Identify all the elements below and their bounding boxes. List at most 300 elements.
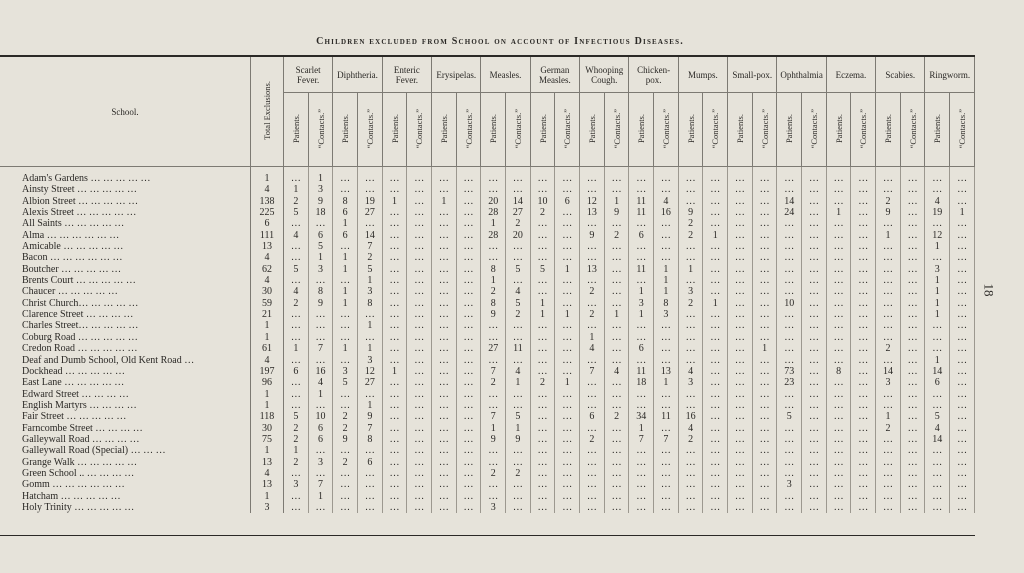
patients-cell: 3 [678, 286, 703, 297]
contacts-cell: … [407, 389, 432, 400]
table-body [0, 167, 975, 514]
contacts-cell: … [604, 423, 629, 434]
total-exclusions: 1 [251, 389, 284, 400]
patients-cell: … [678, 502, 703, 513]
patients-cell: 4 [284, 230, 309, 241]
contacts-cell: … [851, 355, 876, 366]
patients-cell: … [777, 355, 802, 366]
patients-cell: 8 [826, 366, 851, 377]
contacts-cell: … [604, 445, 629, 456]
patients-cell: … [382, 298, 407, 309]
patients-cell: … [432, 218, 457, 229]
patients-cell: … [728, 423, 753, 434]
patients-cell: 18 [629, 377, 654, 388]
patients-cell: … [629, 332, 654, 343]
contacts-cell: … [703, 457, 728, 468]
contacts-cell: … [654, 457, 679, 468]
patients-cell: … [777, 264, 802, 275]
contacts-subheader [752, 93, 777, 167]
patients-cell: … [777, 241, 802, 252]
patients-cell: … [777, 502, 802, 513]
contacts-cell: … [851, 343, 876, 354]
patients-cell: … [876, 309, 901, 320]
patients-cell: … [284, 309, 309, 320]
contacts-cell: … [555, 468, 580, 479]
contacts-cell: 1 [358, 320, 383, 331]
contacts-cell: … [900, 309, 925, 320]
contacts-cell: … [456, 264, 481, 275]
contacts-cell: … [900, 389, 925, 400]
disease-header: German Measles. [530, 57, 579, 93]
patients-cell: … [284, 491, 309, 502]
patients-cell: 2 [530, 377, 555, 388]
disease-header-row [0, 57, 975, 93]
patients-cell: … [284, 218, 309, 229]
table-row [0, 218, 975, 229]
contacts-cell: 1 [358, 400, 383, 411]
patients-subheader [580, 93, 605, 167]
contacts-cell: 1 [654, 275, 679, 286]
patients-cell: … [530, 343, 555, 354]
patients-cell: … [777, 252, 802, 263]
table-row [0, 264, 975, 275]
contacts-cell: … [654, 355, 679, 366]
patients-cell: … [876, 173, 901, 184]
contacts-cell: … [407, 264, 432, 275]
disease-header: Measles. [481, 57, 530, 93]
contacts-cell: … [456, 445, 481, 456]
patients-cell: … [530, 468, 555, 479]
contacts-cell: … [802, 252, 827, 263]
contacts-cell: … [506, 389, 531, 400]
contacts-cell: … [407, 173, 432, 184]
patients-cell: 2 [333, 423, 358, 434]
contacts-cell: 9 [308, 298, 333, 309]
contacts-cell: … [752, 457, 777, 468]
patients-cell: … [432, 502, 457, 513]
contacts-cell: … [555, 400, 580, 411]
patients-cell: 2 [580, 309, 605, 320]
contacts-cell: … [703, 252, 728, 263]
contacts-cell: … [851, 423, 876, 434]
contacts-cell: 6 [308, 230, 333, 241]
patients-subheader [629, 93, 654, 167]
contacts-label: “Contacts.” [364, 108, 375, 149]
patients-label: Patients. [340, 113, 351, 144]
contacts-cell: … [654, 218, 679, 229]
contacts-cell: … [802, 275, 827, 286]
patients-cell: … [432, 173, 457, 184]
patients-cell: … [530, 491, 555, 502]
contacts-cell: … [851, 445, 876, 456]
patients-subheader [728, 93, 753, 167]
contacts-cell: … [752, 366, 777, 377]
patients-cell: … [580, 252, 605, 263]
total-exclusions: 111 [251, 230, 284, 241]
patients-cell: … [432, 491, 457, 502]
contacts-cell: … [604, 264, 629, 275]
contacts-cell: … [802, 377, 827, 388]
contacts-cell: … [752, 389, 777, 400]
patients-cell: … [925, 468, 950, 479]
total-exclusions: 6 [251, 218, 284, 229]
contacts-cell: … [802, 343, 827, 354]
disease-header: Scabies. [876, 57, 925, 93]
contacts-cell: … [950, 343, 975, 354]
patients-cell: … [530, 502, 555, 513]
table-row [0, 423, 975, 434]
total-exclusions: 59 [251, 298, 284, 309]
contacts-cell: 3 [308, 184, 333, 195]
total-exclusions: 118 [251, 411, 284, 422]
patients-cell: … [629, 468, 654, 479]
contacts-label: “Contacts.” [315, 108, 326, 149]
contacts-label: “Contacts.” [512, 108, 523, 149]
contacts-cell: … [555, 252, 580, 263]
contacts-cell: … [604, 343, 629, 354]
contacts-cell: … [851, 366, 876, 377]
contacts-subheader [604, 93, 629, 167]
patients-cell: 6 [333, 207, 358, 218]
disease-header: Eczema. [826, 57, 875, 93]
patients-cell: … [678, 332, 703, 343]
patients-label: Patients. [685, 113, 696, 144]
patients-cell: 73 [777, 366, 802, 377]
contacts-cell: … [900, 479, 925, 490]
contacts-cell: … [851, 196, 876, 207]
patients-cell: 3 [925, 264, 950, 275]
patients-cell: 14 [777, 196, 802, 207]
contacts-cell: … [802, 457, 827, 468]
table-row [0, 400, 975, 411]
patients-cell: … [382, 434, 407, 445]
patients-cell: … [826, 423, 851, 434]
patients-cell: 7 [580, 366, 605, 377]
contacts-cell: … [407, 445, 432, 456]
patients-cell: … [432, 320, 457, 331]
patients-cell: … [777, 332, 802, 343]
patients-subheader [777, 93, 802, 167]
patients-cell: … [629, 457, 654, 468]
school-name: Bacon … … … … … … [0, 252, 251, 263]
school-name: Dockhead … … … … … [0, 366, 251, 377]
contacts-cell: … [506, 173, 531, 184]
patients-cell: … [382, 423, 407, 434]
contacts-cell: … [802, 491, 827, 502]
patients-subheader [530, 93, 555, 167]
contacts-cell: … [456, 502, 481, 513]
contacts-cell: 1 [654, 264, 679, 275]
patients-cell: 4 [678, 423, 703, 434]
patients-cell: … [925, 445, 950, 456]
contacts-cell: … [358, 332, 383, 343]
patients-cell: … [530, 400, 555, 411]
patients-cell: 28 [481, 207, 506, 218]
contacts-cell: … [308, 320, 333, 331]
contacts-cell: … [456, 377, 481, 388]
contacts-cell: … [308, 332, 333, 343]
patients-cell: … [580, 320, 605, 331]
contacts-cell: … [752, 207, 777, 218]
patients-cell: … [333, 389, 358, 400]
table-row [0, 252, 975, 263]
contacts-cell: … [851, 264, 876, 275]
contacts-cell: … [802, 423, 827, 434]
contacts-cell: 1 [506, 377, 531, 388]
contacts-cell: 3 [308, 264, 333, 275]
school-name: Albion Street … … … … … [0, 196, 251, 207]
patients-cell: … [777, 184, 802, 195]
patients-cell: … [432, 298, 457, 309]
patients-cell: … [432, 241, 457, 252]
contacts-cell: … [555, 286, 580, 297]
disease-header: Diphtheria. [333, 57, 382, 93]
contacts-cell: … [950, 184, 975, 195]
contacts-subheader [506, 93, 531, 167]
contacts-cell: … [604, 491, 629, 502]
patients-cell: … [826, 479, 851, 490]
patients-cell: … [876, 434, 901, 445]
contacts-cell: … [752, 400, 777, 411]
contacts-cell: 7 [308, 479, 333, 490]
contacts-cell: … [358, 468, 383, 479]
contacts-cell: 1 [555, 264, 580, 275]
patients-cell: … [382, 411, 407, 422]
contacts-cell: … [654, 502, 679, 513]
patients-cell: … [382, 502, 407, 513]
school-name: Fair Street … … … … … [0, 411, 251, 422]
patients-cell: … [826, 468, 851, 479]
table-row [0, 207, 975, 218]
contacts-cell: … [950, 434, 975, 445]
total-exclusions: 13 [251, 457, 284, 468]
patients-cell: … [580, 400, 605, 411]
contacts-cell: … [407, 434, 432, 445]
patients-cell: … [728, 298, 753, 309]
table-row [0, 298, 975, 309]
contacts-cell: 4 [308, 377, 333, 388]
patients-cell: … [925, 184, 950, 195]
contacts-cell: … [900, 491, 925, 502]
contacts-cell: … [752, 355, 777, 366]
contacts-cell: … [900, 423, 925, 434]
contacts-cell: … [456, 320, 481, 331]
patients-cell: … [925, 332, 950, 343]
patients-subheader [432, 93, 457, 167]
patients-cell: … [728, 355, 753, 366]
patients-cell: 5 [925, 411, 950, 422]
patients-cell: … [382, 230, 407, 241]
patients-cell: 2 [678, 298, 703, 309]
contacts-cell: … [407, 286, 432, 297]
patients-cell: … [728, 207, 753, 218]
patients-label: Patients. [488, 113, 499, 144]
patients-label: Patients. [784, 113, 795, 144]
patients-cell: … [284, 320, 309, 331]
patients-cell: … [382, 309, 407, 320]
patients-cell: … [382, 207, 407, 218]
contacts-cell: … [703, 434, 728, 445]
patients-cell: … [382, 173, 407, 184]
contacts-cell: 12 [358, 366, 383, 377]
contacts-cell: … [506, 355, 531, 366]
contacts-cell: … [802, 196, 827, 207]
contacts-cell: 3 [654, 309, 679, 320]
school-name: Holy Trinity … … … … … [0, 502, 251, 513]
table-row [0, 389, 975, 400]
patients-cell: 7 [481, 411, 506, 422]
contacts-cell: … [555, 434, 580, 445]
patients-cell: … [629, 252, 654, 263]
patients-cell: … [530, 184, 555, 195]
patients-cell: … [481, 252, 506, 263]
patients-cell: … [925, 400, 950, 411]
contacts-cell: … [407, 479, 432, 490]
patients-cell: … [629, 479, 654, 490]
patients-cell: 4 [925, 423, 950, 434]
contacts-cell: … [851, 479, 876, 490]
table-header [0, 57, 975, 167]
patients-cell: … [777, 400, 802, 411]
school-name: East Lane … … … … … [0, 377, 251, 388]
contacts-cell: … [308, 445, 333, 456]
patients-cell: … [481, 479, 506, 490]
total-exclusions: 1 [251, 332, 284, 343]
patients-cell: … [728, 479, 753, 490]
contacts-cell: … [950, 366, 975, 377]
contacts-cell: … [950, 309, 975, 320]
school-name: Galleywall Road (Special) … … … [0, 445, 251, 456]
contacts-cell: … [703, 320, 728, 331]
patients-cell: 9 [481, 434, 506, 445]
patients-cell: … [728, 445, 753, 456]
contacts-label: “Contacts.” [710, 108, 721, 149]
contacts-label: “Contacts.” [858, 108, 869, 149]
patients-cell: 4 [678, 366, 703, 377]
patients-cell: … [678, 309, 703, 320]
contacts-cell: 7 [308, 343, 333, 354]
contacts-cell: … [950, 298, 975, 309]
patients-cell: 2 [333, 457, 358, 468]
contacts-cell: … [802, 298, 827, 309]
patients-cell: … [728, 184, 753, 195]
patients-cell: … [333, 491, 358, 502]
contacts-cell: … [802, 332, 827, 343]
patients-cell: … [728, 377, 753, 388]
contacts-cell: … [950, 377, 975, 388]
patients-cell: … [432, 252, 457, 263]
patients-cell: 3 [284, 479, 309, 490]
contacts-cell: 4 [654, 196, 679, 207]
patients-cell: … [925, 491, 950, 502]
table-row [0, 366, 975, 377]
patients-cell: … [728, 264, 753, 275]
patients-cell: … [826, 434, 851, 445]
total-exclusions: 4 [251, 252, 284, 263]
contacts-cell: … [703, 184, 728, 195]
contacts-cell: … [752, 173, 777, 184]
school-name: Adam's Gardens … … … … … [0, 173, 251, 184]
patients-label: Patients. [438, 113, 449, 144]
contacts-cell: … [407, 332, 432, 343]
patients-cell: … [284, 468, 309, 479]
patients-cell: 4 [925, 196, 950, 207]
contacts-cell: … [900, 218, 925, 229]
patients-cell: 1 [333, 298, 358, 309]
contacts-label: “Contacts.” [562, 108, 573, 149]
patients-cell: … [876, 355, 901, 366]
contacts-cell: … [555, 218, 580, 229]
contacts-cell: … [456, 457, 481, 468]
contacts-cell: … [358, 445, 383, 456]
patients-cell: … [333, 241, 358, 252]
patients-cell: … [925, 252, 950, 263]
contacts-cell: … [752, 298, 777, 309]
school-name: Green School .. … … … … [0, 468, 251, 479]
contacts-cell: 10 [308, 411, 333, 422]
patients-cell: … [333, 275, 358, 286]
patients-cell: … [777, 286, 802, 297]
patients-cell: … [629, 173, 654, 184]
table-row [0, 434, 975, 445]
contacts-cell: 9 [506, 434, 531, 445]
contacts-cell: … [506, 332, 531, 343]
table-row [0, 309, 975, 320]
contacts-subheader [802, 93, 827, 167]
contacts-cell: … [950, 230, 975, 241]
patients-cell: … [925, 218, 950, 229]
patients-cell: 11 [629, 207, 654, 218]
contacts-cell: 5 [358, 264, 383, 275]
patients-cell: … [728, 332, 753, 343]
page-title: Children excluded from School on account of Infectious Diseases. [316, 36, 684, 47]
contacts-cell: 1 [358, 343, 383, 354]
table-row [0, 184, 975, 195]
patients-cell: 1 [333, 252, 358, 263]
school-name: Ainsty Street … … … … … [0, 184, 251, 195]
patients-cell: … [876, 468, 901, 479]
contacts-cell: 2 [506, 468, 531, 479]
contacts-cell: 3 [358, 286, 383, 297]
total-exclusions: 4 [251, 184, 284, 195]
disease-header: Ophthalmia [777, 57, 826, 93]
contacts-cell: … [703, 309, 728, 320]
patients-cell: 1 [333, 264, 358, 275]
contacts-cell: 1 [358, 275, 383, 286]
patients-cell: 1 [629, 423, 654, 434]
contacts-subheader [703, 93, 728, 167]
contacts-cell: … [900, 241, 925, 252]
contacts-cell: … [456, 479, 481, 490]
patients-cell: … [530, 286, 555, 297]
contacts-cell: … [752, 309, 777, 320]
table-row [0, 468, 975, 479]
patients-cell: … [826, 173, 851, 184]
contacts-cell: … [703, 173, 728, 184]
patients-cell: … [678, 355, 703, 366]
table-row [0, 241, 975, 252]
contacts-cell: … [900, 457, 925, 468]
table-row [0, 343, 975, 354]
patients-cell: … [826, 218, 851, 229]
patients-cell: … [284, 400, 309, 411]
contacts-label: “Contacts.” [808, 108, 819, 149]
patients-label: Patients. [586, 113, 597, 144]
contacts-cell: … [900, 366, 925, 377]
contacts-cell: … [900, 184, 925, 195]
patients-cell: … [826, 445, 851, 456]
contacts-cell: … [950, 411, 975, 422]
